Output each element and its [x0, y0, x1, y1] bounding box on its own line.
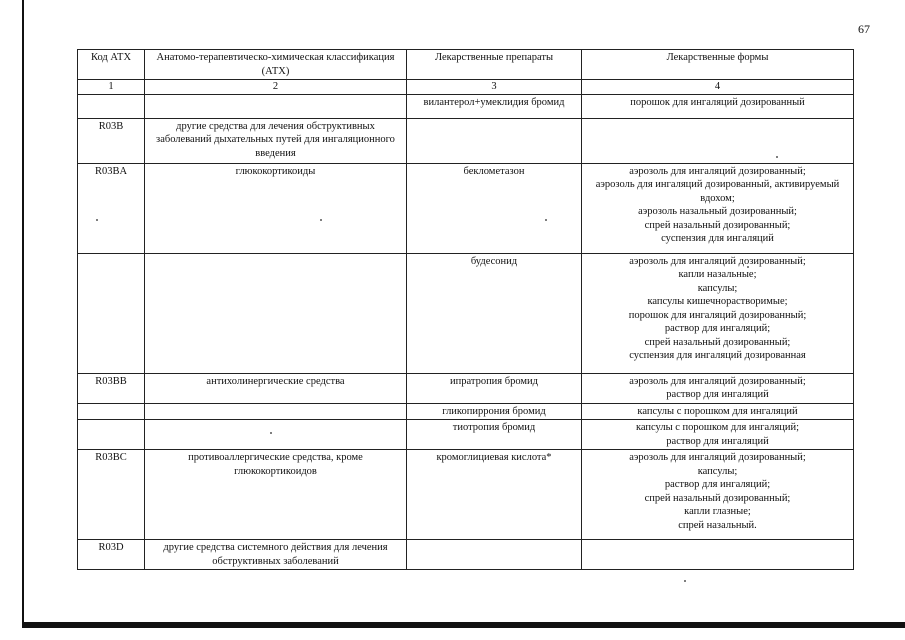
column-number: 3: [407, 80, 582, 95]
scan-speck: [747, 266, 749, 268]
classification-cell: глюкокортикоиды: [145, 163, 407, 253]
drug-cell: беклометазон: [407, 163, 582, 253]
table-row: [78, 403, 854, 420]
column-number: 4: [582, 80, 854, 95]
column-number-row: [78, 80, 854, 95]
dosage-forms-cell: [582, 118, 854, 163]
dosage-forms-cell: [582, 253, 854, 373]
atx-code-cell: [78, 253, 145, 373]
header-atx-code: Код АТХ: [78, 50, 145, 80]
dosage-form-line: суспензия для ингаляций дозированная: [629, 350, 806, 361]
atx-code-cell: [78, 94, 145, 118]
dosage-form-line: капсулы с порошком для ингаляций;: [635, 422, 800, 433]
table-row: [78, 253, 854, 373]
classification-cell: [145, 94, 407, 118]
dosage-form-line: аэрозоль для ингаляций дозированный;: [629, 165, 806, 177]
table-row: [78, 373, 854, 403]
classification-cell: другие средства для лечения обструктивных заболеваний дыхательных путей для ингаляционного введения: [145, 118, 407, 163]
drug-cell: гликопиррония бромид: [407, 403, 582, 420]
dosage-form-line: капсулы кишечнорастворимые;: [647, 296, 788, 307]
dosage-form-line: аэрозоль для ингаляций дозированный;: [629, 375, 806, 387]
atx-drug-table: [77, 49, 854, 570]
table-row: [78, 420, 854, 450]
dosage-forms-cell: [582, 420, 854, 450]
dosage-form-line: раствор для ингаляций;: [664, 479, 771, 490]
dosage-form-line: спрей назальный дозированный;: [644, 492, 791, 504]
dosage-form-line: порошок для ингаляций дозированный;: [628, 309, 807, 321]
scan-speck: [684, 580, 686, 582]
classification-cell: [145, 253, 407, 373]
atx-code-cell: R03D: [78, 540, 145, 570]
dosage-form-line: раствор для ингаляций;: [664, 323, 771, 334]
scan-speck: [270, 432, 272, 434]
dosage-forms-cell: [582, 94, 854, 118]
dosage-form-line: аэрозоль для ингаляций дозированный, активируемый вдохом;: [595, 179, 840, 204]
classification-cell: другие средства системного действия для лечения обструктивных заболеваний: [145, 540, 407, 570]
dosage-form-line: спрей назальный дозированный;: [644, 219, 791, 231]
dosage-form-line: капсулы;: [697, 465, 738, 477]
page-number: 67: [858, 22, 870, 36]
header-drugs: Лекарственные препараты: [407, 50, 582, 80]
dosage-form-line: аэрозоль назальный дозированный;: [638, 206, 797, 217]
drug-cell: [407, 118, 582, 163]
dosage-form-line: спрей назальный дозированный;: [644, 336, 791, 348]
dosage-form-line: порошок для ингаляций дозированный: [630, 96, 805, 108]
dosage-form-line: аэрозоль для ингаляций дозированный;: [629, 255, 806, 267]
atx-code-cell: [78, 420, 145, 450]
table-row: [78, 94, 854, 118]
classification-cell: противоаллергические средства, кроме глюкокортикоидов: [145, 450, 407, 540]
table-row: [78, 450, 854, 540]
dosage-forms-cell: [582, 163, 854, 253]
atx-code-cell: R03BA: [78, 163, 145, 253]
classification-cell: [145, 420, 407, 450]
classification-cell: антихолинергические средства: [145, 373, 407, 403]
drug-cell: тиотропия бромид: [407, 420, 582, 450]
dosage-forms-cell: [582, 540, 854, 570]
dosage-forms-cell: [582, 450, 854, 540]
dosage-form-line: раствор для ингаляций: [666, 435, 769, 447]
table-row: [78, 163, 854, 253]
scan-bottom-edge: [22, 622, 905, 628]
table-row: [78, 118, 854, 163]
drug-cell: [407, 540, 582, 570]
dosage-form-line: раствор для ингаляций: [666, 389, 769, 400]
atx-code-cell: R03BC: [78, 450, 145, 540]
drug-cell: будесонид: [407, 253, 582, 373]
atx-code-cell: [78, 403, 145, 420]
dosage-form-line: суспензия для ингаляций: [661, 233, 774, 244]
dosage-forms-cell: [582, 403, 854, 420]
dosage-form-line: капсулы;: [697, 282, 738, 294]
scan-left-edge: [22, 0, 24, 628]
atx-code-cell: R03B: [78, 118, 145, 163]
scan-speck: [320, 219, 322, 221]
header-classification: Анатомо-терапевтическо-химическая классификация (АТХ): [145, 50, 407, 80]
dosage-forms-cell: [582, 373, 854, 403]
column-number: 2: [145, 80, 407, 95]
drug-cell: вилантерол+умеклидия бромид: [407, 94, 582, 118]
dosage-form-line: капли глазные;: [684, 506, 751, 517]
dosage-form-line: спрей назальный.: [678, 519, 757, 531]
table-row: [78, 540, 854, 570]
column-number: 1: [78, 80, 145, 95]
classification-cell: [145, 403, 407, 420]
table-body: [78, 94, 854, 570]
table-header-row: [78, 50, 854, 80]
drug-cell: ипратропия бромид: [407, 373, 582, 403]
dosage-form-line: аэрозоль для ингаляций дозированный;: [629, 452, 806, 463]
atx-code-cell: R03BB: [78, 373, 145, 403]
drug-cell: кромоглициевая кислота*: [407, 450, 582, 540]
header-dosage-forms: Лекарственные формы: [582, 50, 854, 80]
scan-speck: [776, 156, 778, 158]
dosage-form-line: капсулы с порошком для ингаляций: [637, 405, 798, 417]
scan-speck: [545, 219, 547, 221]
dosage-form-line: капли назальные;: [678, 269, 757, 280]
scan-speck: [96, 219, 98, 221]
